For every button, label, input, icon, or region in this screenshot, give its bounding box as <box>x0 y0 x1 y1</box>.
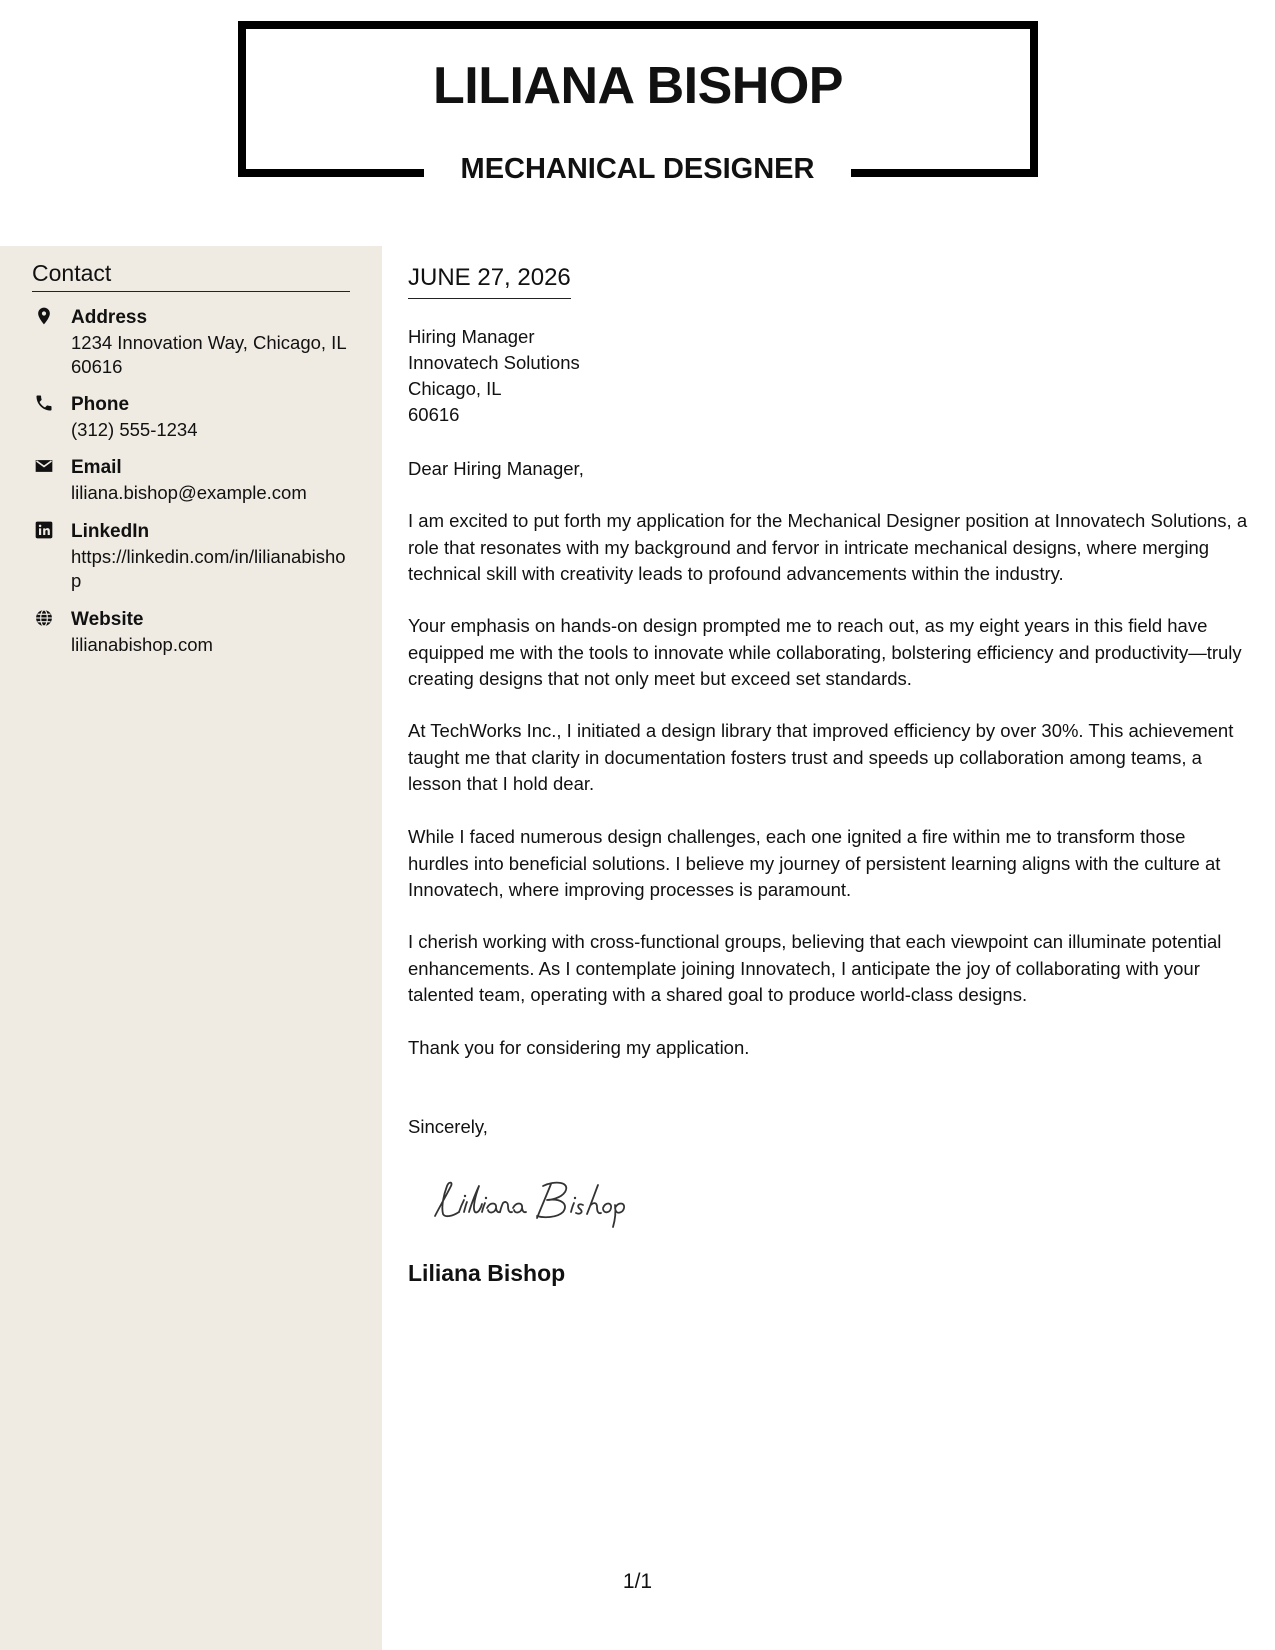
contact-linkedin-value[interactable]: https://linkedin.com/in/lilianabishop <box>71 546 346 591</box>
contact-phone-value: (312) 555-1234 <box>71 419 198 440</box>
job-title: MECHANICAL DESIGNER <box>460 153 815 185</box>
body-paragraph: I cherish working with cross-functional groups, believing that each viewpoint can illuminate potential enhancements. As I contemplate joining Innovatech, I anticipate the joy of collaborating with your talented team, operating with a shared goal to produce world-class designs. <box>408 931 1222 1005</box>
contact-website-label: Website <box>71 609 144 630</box>
page-number: 1/1 <box>622 1570 653 1593</box>
recipient-line: 60616 <box>408 404 460 425</box>
contact-phone-label: Phone <box>71 394 130 415</box>
location-pin-icon <box>34 306 54 326</box>
body-paragraph: Your emphasis on hands-on design prompted me to reach out, as my eight years in this field have equipped me with the tools to innovate while collaborating, bolstering efficiency and productivity—truly creating designs that not only meet but exceed set standards. <box>408 615 1242 689</box>
recipient-line: Hiring Manager <box>408 326 535 347</box>
handwritten-signature <box>425 1172 655 1232</box>
contact-email-label: Email <box>71 457 122 478</box>
body-paragraph: At TechWorks Inc., I initiated a design library that improved efficiency by over 30%. This achievement taught me that clarity in documentation fosters trust and speeds up collaboration among teams, a lesson that I hold dear. <box>408 720 1234 794</box>
header-frame-rule-right <box>851 169 1038 177</box>
contact-email-value: liliana.bishop@example.com <box>71 482 307 503</box>
contact-heading: Contact <box>32 262 350 292</box>
contact-address-value: 1234 Innovation Way, Chicago, IL 60616 <box>71 332 346 377</box>
applicant-name: LILIANA BISHOP <box>433 57 843 115</box>
envelope-icon <box>34 456 54 476</box>
phone-icon <box>34 393 54 413</box>
letter-date: JUNE 27, 2026 <box>408 266 571 299</box>
signer-name: Liliana Bishop <box>408 1260 566 1286</box>
recipient-block <box>408 324 580 428</box>
salutation: Dear Hiring Manager, <box>408 458 584 479</box>
globe-icon <box>34 608 54 628</box>
body-paragraph: I am excited to put forth my application for the Mechanical Designer position at Innovatech Solutions, a role that resonates with my background and fervor in intricate mechanical designs, where merging technical skill with creativity leads to profound advancements within the industry. <box>408 510 1248 584</box>
contact-linkedin-label: LinkedIn <box>71 521 150 542</box>
linkedin-icon <box>34 520 54 540</box>
contact-address-label: Address <box>71 307 148 328</box>
recipient-line: Innovatech Solutions <box>408 352 580 373</box>
closing-line: Thank you for considering my application. <box>408 1037 750 1058</box>
recipient-line: Chicago, IL <box>408 378 502 399</box>
header-frame-rule-left <box>238 169 424 177</box>
contact-website-value[interactable]: lilianabishop.com <box>71 634 213 655</box>
signoff: Sincerely, <box>408 1116 488 1137</box>
body-paragraph: While I faced numerous design challenges, each one ignited a fire within me to transform those hurdles into beneficial solutions. I believe my journey of persistent learning aligns with the culture at Innovatech, where improving processes is paramount. <box>408 826 1221 900</box>
contact-sidebar <box>0 246 382 1650</box>
